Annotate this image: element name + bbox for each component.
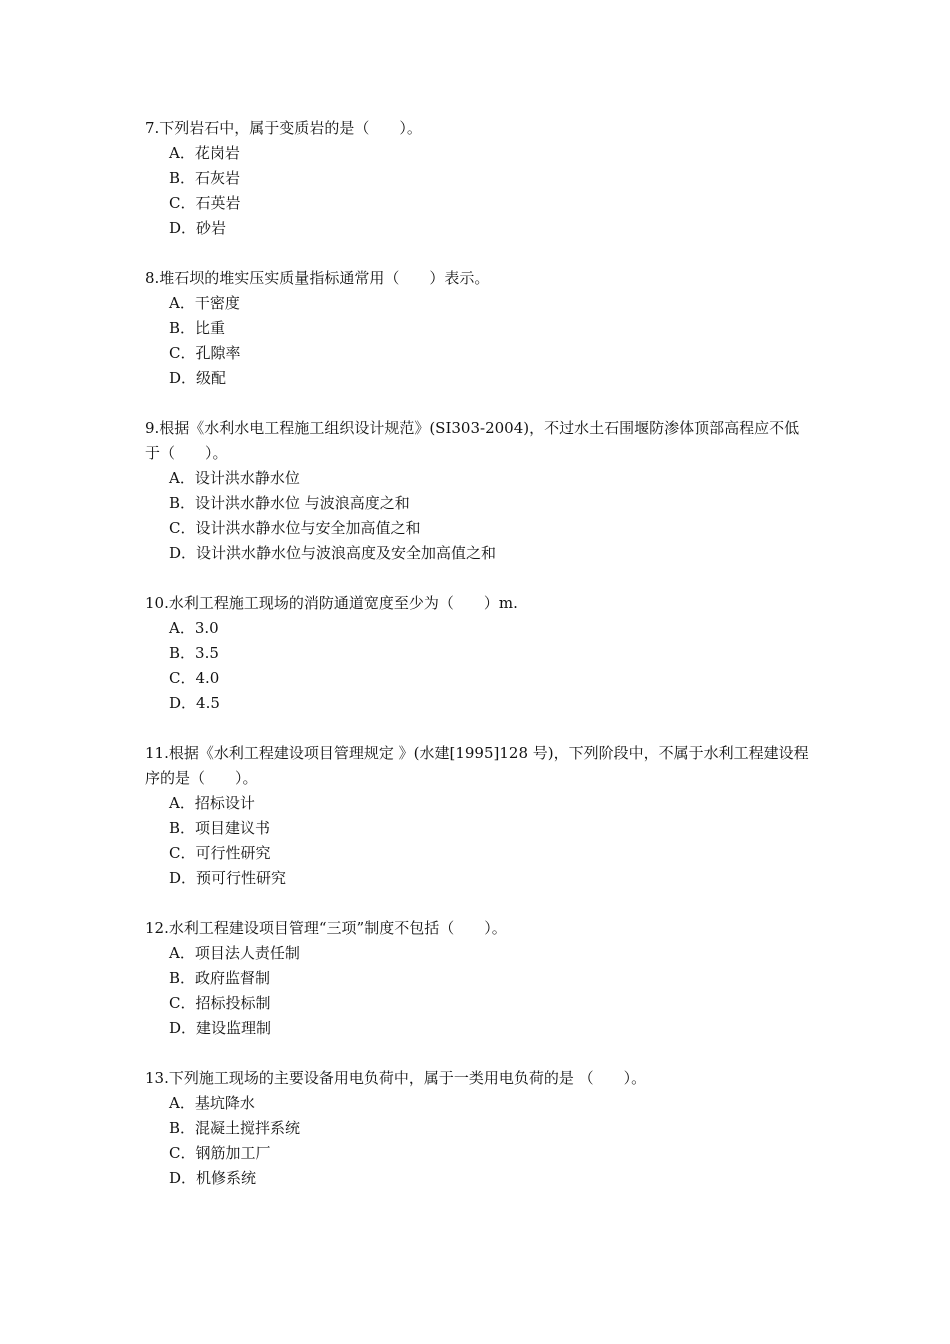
option-d: D．级配	[169, 369, 227, 387]
question-7	[145, 116, 810, 241]
option-c: C．招标投标制	[169, 994, 271, 1012]
question-list	[145, 116, 810, 1216]
option-b: B．石灰岩	[169, 169, 241, 187]
option-d: D．4.5	[169, 694, 220, 712]
option-a: A．基坑降水	[169, 1094, 255, 1112]
option-b: B．政府监督制	[169, 969, 271, 987]
option-d: D．机修系统	[169, 1169, 257, 1187]
option-list	[145, 291, 810, 391]
option-c: C．石英岩	[169, 194, 241, 212]
option-b: B．设计洪水静水位 与波浪高度之和	[169, 494, 410, 512]
question-13	[145, 1066, 810, 1191]
option-c: C．孔隙率	[169, 344, 241, 362]
question-stem: 12.水利工程建设项目管理“三项”制度不包括（ ）。	[145, 919, 507, 937]
question-8	[145, 266, 810, 391]
option-a: A．设计洪水静水位	[169, 469, 300, 487]
option-a: A．项目法人责任制	[169, 944, 300, 962]
question-stem: 10.水利工程施工现场的消防通道宽度至少为（ ）m.	[145, 594, 518, 612]
question-stem: 7.下列岩石中，属于变质岩的是（ ）。	[145, 119, 422, 137]
option-c: C．钢筋加工厂	[169, 1144, 271, 1162]
option-d: D．设计洪水静水位与波浪高度及安全加高值之和	[169, 544, 497, 562]
question-9	[145, 416, 810, 566]
question-stem: 8.堆石坝的堆实压实质量指标通常用（ ）表示。	[145, 269, 490, 287]
question-stem: 13.下列施工现场的主要设备用电负荷中，属于一类用电负荷的是 （ ）。	[145, 1069, 647, 1087]
option-a: A．3.0	[169, 619, 219, 637]
option-d: D．建设监理制	[169, 1019, 272, 1037]
option-b: B．比重	[169, 319, 226, 337]
option-b: B．3.5	[169, 644, 219, 662]
option-list	[145, 791, 810, 891]
option-list	[145, 941, 810, 1041]
option-list	[145, 141, 810, 241]
option-c: C．4.0	[169, 669, 220, 687]
question-stem: 9.根据《水利水电工程施工组织设计规范》(SI303-2004)，不过水土石围堰防渗体顶部高程应不低于（ ）。	[145, 419, 800, 462]
option-b: B．项目建议书	[169, 819, 271, 837]
question-12	[145, 916, 810, 1041]
option-a: A．干密度	[169, 294, 240, 312]
option-list	[145, 1091, 810, 1191]
option-b: B．混凝土搅拌系统	[169, 1119, 301, 1137]
option-d: D．预可行性研究	[169, 869, 287, 887]
question-10	[145, 591, 810, 716]
question-11	[145, 741, 810, 891]
option-c: C．设计洪水静水位与安全加高值之和	[169, 519, 421, 537]
option-d: D．砂岩	[169, 219, 227, 237]
option-a: A．花岗岩	[169, 144, 240, 162]
option-c: C．可行性研究	[169, 844, 271, 862]
option-list	[145, 466, 810, 566]
option-list	[145, 616, 810, 716]
option-a: A．招标设计	[169, 794, 255, 812]
question-stem: 11.根据《水利工程建设项目管理规定 》(水建[1995]128 号)，下列阶段中，不属于水利工程建设程序的是（ ）。	[145, 744, 809, 787]
